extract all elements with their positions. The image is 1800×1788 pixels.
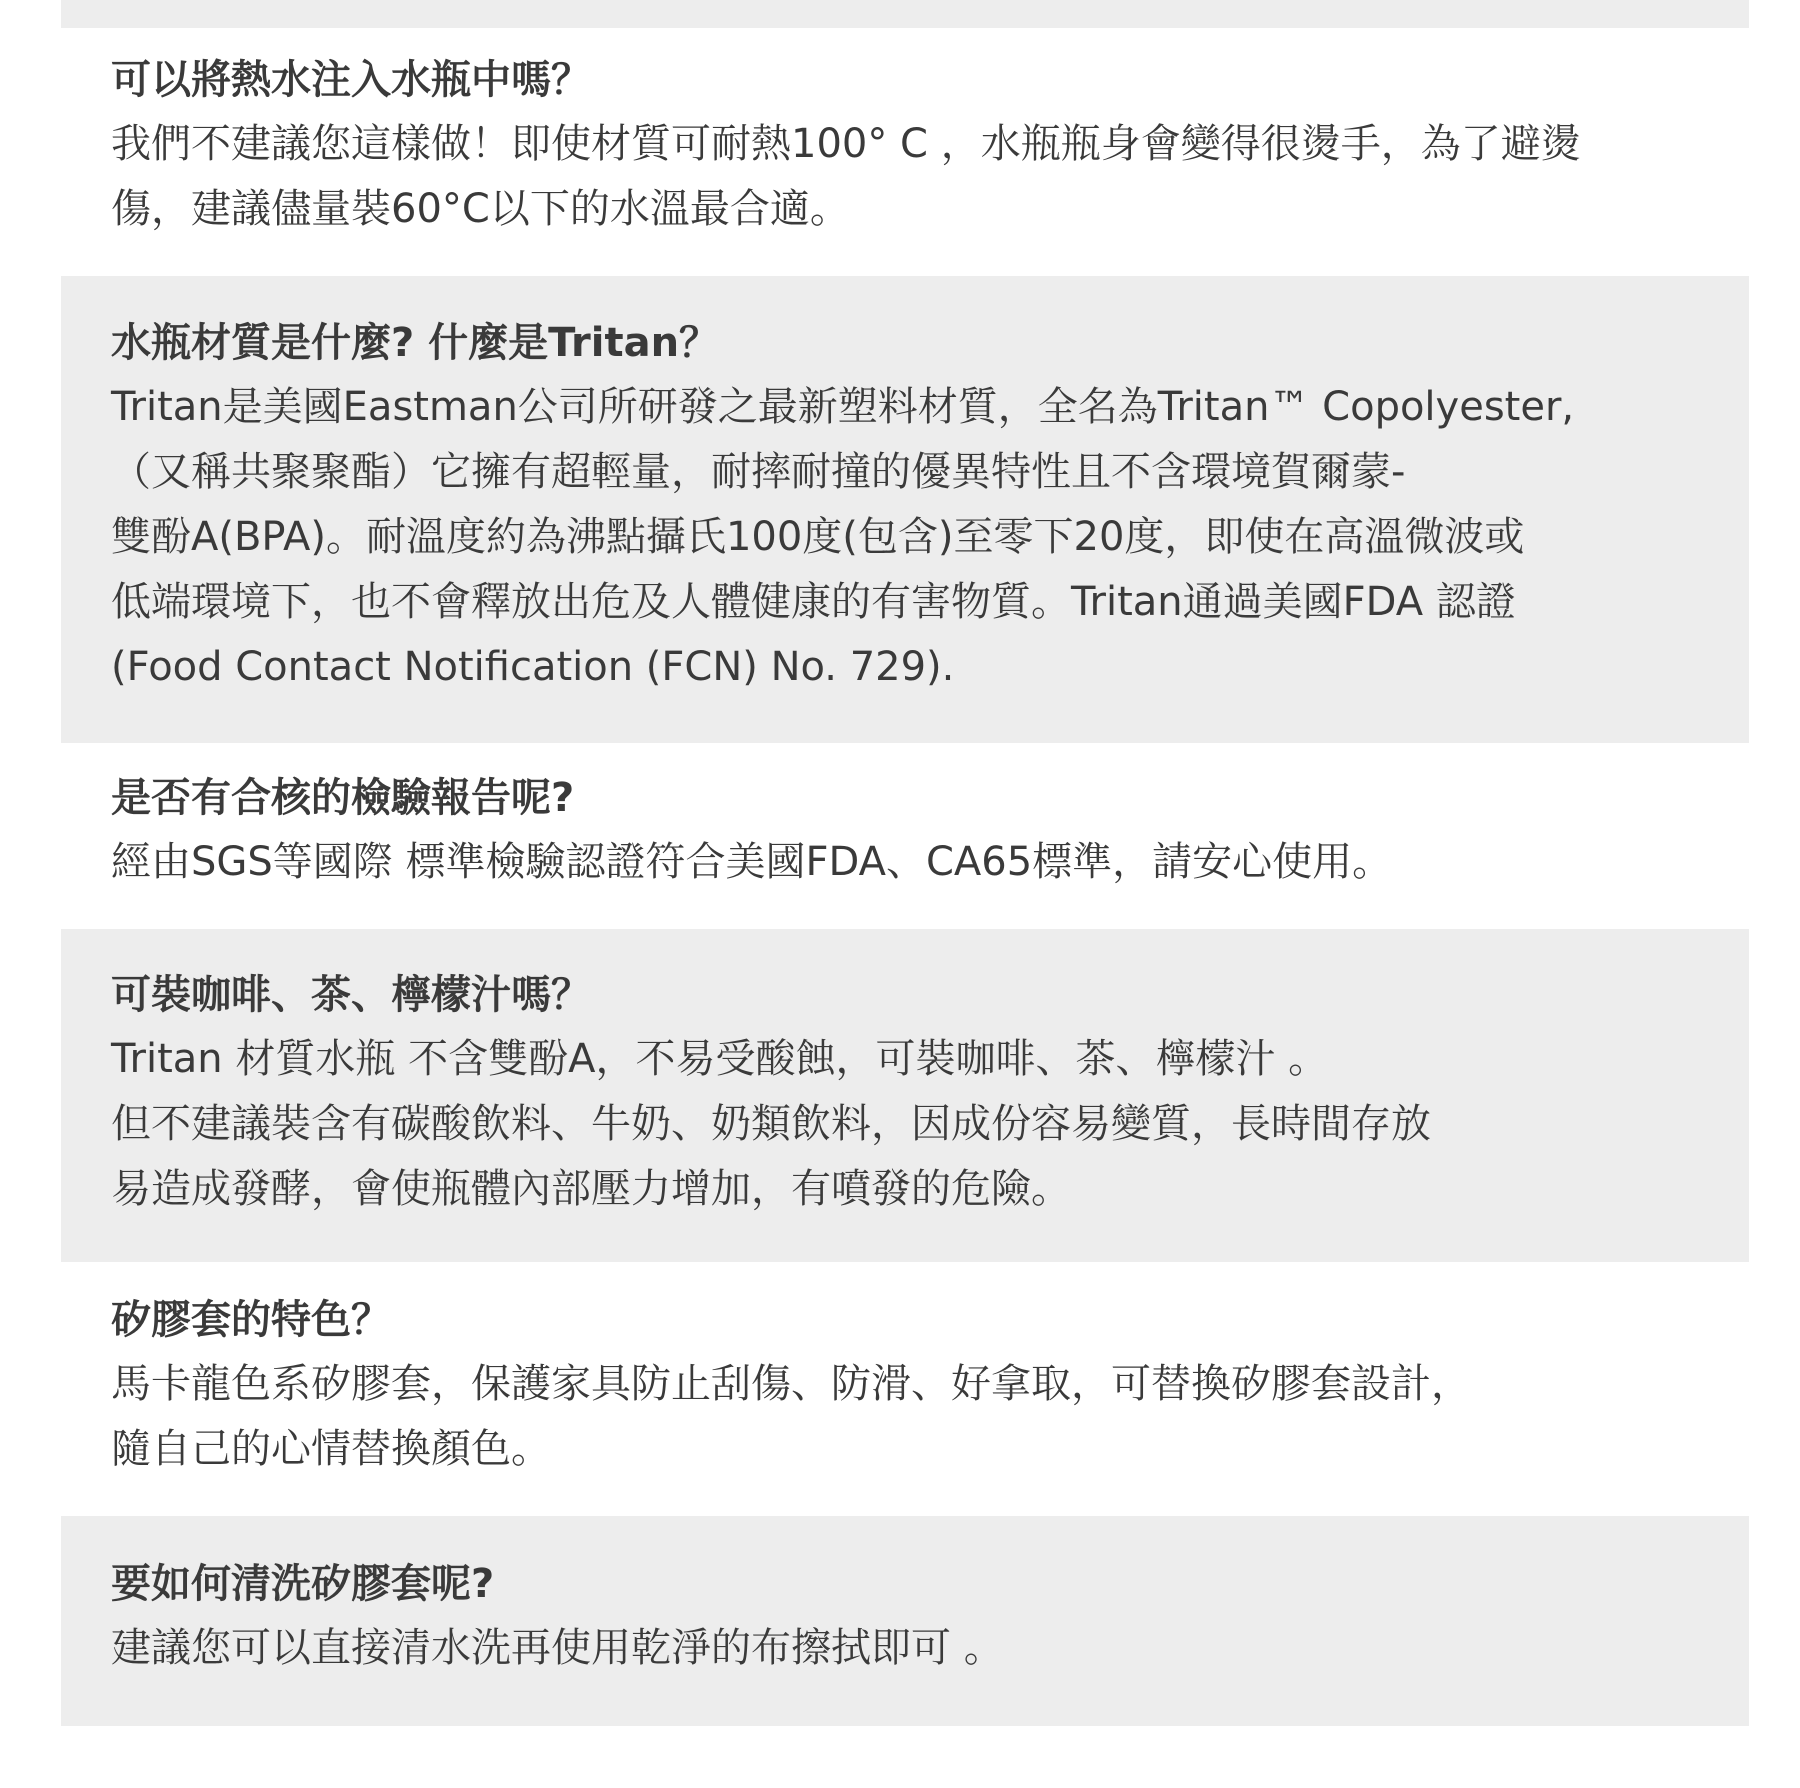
faq-answer-line: 傷，建議儘量裝60°C以下的水溫最合適。	[111, 186, 850, 232]
faq-answer	[111, 830, 1739, 895]
faq-question: 要如何清洗矽膠套呢?	[111, 1561, 495, 1607]
faq-answer-line: 易造成發酵，會使瓶體內部壓力增加，有噴發的危險。	[111, 1166, 1071, 1212]
faq-item	[61, 1516, 1749, 1726]
faq-answer	[111, 1616, 1739, 1681]
faq-item-cropped-top	[61, 0, 1749, 28]
faq-answer-line: 隨自己的心情替換顏色。	[111, 1426, 551, 1472]
faq-item	[61, 929, 1749, 1262]
faq-answer-line: 但不建議裝含有碳酸飲料、牛奶、奶類飲料，因成份容易變質，長時間存放	[111, 1101, 1431, 1147]
faq-answer-line: (Food Contact Notification (FCN) No. 729).	[111, 644, 955, 690]
faq-answer	[111, 1027, 1739, 1222]
faq-answer-line: （又稱共聚聚酯）它擁有超輕量，耐摔耐撞的優異特性且不含環境賀爾蒙-	[111, 449, 1406, 495]
faq-answer-line: Tritan是美國Eastman公司所研發之最新塑料材質，全名為Tritan™ Copolyester,	[111, 384, 1575, 430]
faq-answer	[111, 112, 1739, 242]
faq-question: 是否有合核的檢驗報告呢?	[111, 775, 575, 821]
faq-answer	[111, 1352, 1739, 1482]
faq-answer-line: Tritan 材質水瓶 不含雙酚A，不易受酸蝕，可裝咖啡、茶、檸檬汁 。	[111, 1036, 1329, 1082]
faq-answer-line: 雙酚A(BPA)。耐溫度約為沸點攝氏100度(包含)至零下20度，即使在高溫微波或	[111, 514, 1525, 560]
faq-question: 矽膠套的特色？	[111, 1297, 391, 1343]
faq-answer-line: 低端環境下，也不會釋放出危及人體健康的有害物質。Tritan通過美國FDA 認證	[111, 579, 1516, 625]
faq-item	[61, 276, 1749, 743]
faq-question: 可裝咖啡、茶、檸檬汁嗎？	[111, 972, 591, 1018]
faq-answer-line: 經由SGS等國際 標準檢驗認證符合美國FDA、CA65標準，請安心使用。	[111, 839, 1393, 885]
faq-answer-line: 建議您可以直接清水洗再使用乾淨的布擦拭即可 。	[111, 1625, 1004, 1671]
faq-item	[61, 1288, 1749, 1482]
faq-answer-line: 馬卡龍色系矽膠套，保護家具防止刮傷、防滑、好拿取，可替換矽膠套設計，	[111, 1361, 1471, 1407]
faq-answer	[111, 375, 1739, 700]
faq-item	[61, 48, 1749, 242]
faq-answer-line: 我們不建議您這樣做！即使材質可耐熱100° C ，水瓶瓶身會變得很燙手，為了避燙	[111, 121, 1581, 167]
faq-question: 水瓶材質是什麼? 什麼是Tritan？	[111, 320, 720, 366]
faq-question: 可以將熱水注入水瓶中嗎？	[111, 57, 591, 103]
faq-item	[61, 766, 1749, 895]
